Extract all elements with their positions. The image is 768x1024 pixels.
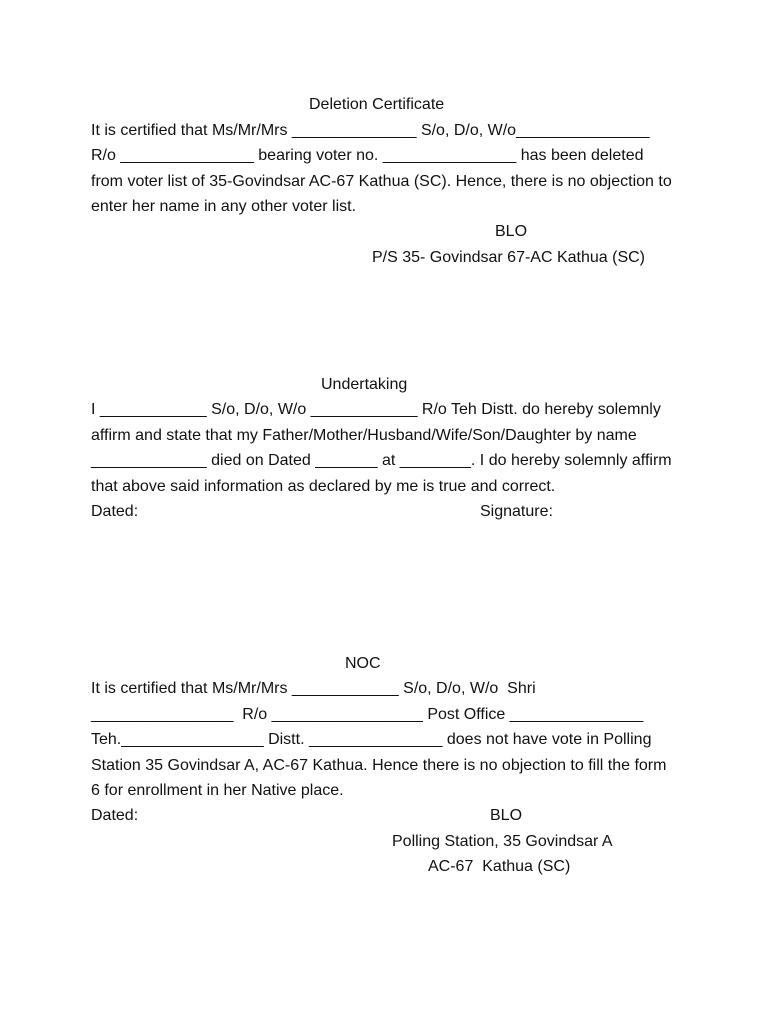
noc-line-2: ________________ R/o _________________ Post Office _______________ xyxy=(91,706,644,723)
undertaking-dated-label: Dated: xyxy=(91,503,139,520)
undertaking-signature-label: Signature: xyxy=(480,503,553,520)
undertaking-line-4: that above said information as declared by me is true and correct. xyxy=(91,478,556,495)
noc-line-1: It is certified that Ms/Mr/Mrs ____________ S/o, D/o, W/o Shri xyxy=(91,680,536,697)
deletion-certificate-line-1: It is certified that Ms/Mr/Mrs ______________ S/o, D/o, W/o_______________ xyxy=(91,122,650,139)
noc-line-4: Station 35 Govindsar A, AC-67 Kathua. Hence there is no objection to fill the form xyxy=(91,757,667,774)
noc-line-5: 6 for enrollment in her Native place. xyxy=(91,782,344,799)
deletion-certificate-signatory: BLO xyxy=(495,223,528,240)
undertaking-line-1: I ____________ S/o, D/o, W/o ____________ R/o Teh Distt. do hereby solemnly xyxy=(91,401,661,418)
deletion-certificate-signatory-office: P/S 35- Govindsar 67-AC Kathua (SC) xyxy=(372,249,646,266)
noc-signatory: BLO xyxy=(490,807,523,824)
noc-line-3: Teh.________________ Distt. _______________ does not have vote in Polling xyxy=(91,731,652,748)
noc-signatory-office-2: AC-67 Kathua (SC) xyxy=(428,858,571,875)
deletion-certificate-line-4: enter her name in any other voter list. xyxy=(91,198,357,215)
deletion-certificate-line-2: R/o _______________ bearing voter no. _______________ has been deleted xyxy=(91,147,644,164)
deletion-certificate-title: Deletion Certificate xyxy=(309,96,445,113)
deletion-certificate-line-3: from voter list of 35-Govindsar AC-67 Kathua (SC). Hence, there is no objection to xyxy=(91,173,672,190)
undertaking-line-2: affirm and state that my Father/Mother/Husband/Wife/Son/Daughter by name xyxy=(91,427,637,444)
noc-title: NOC xyxy=(345,655,381,672)
noc-signatory-office-1: Polling Station, 35 Govindsar A xyxy=(392,833,613,850)
undertaking-title: Undertaking xyxy=(321,376,408,393)
noc-dated-label: Dated: xyxy=(91,807,139,824)
undertaking-line-3: _____________ died on Dated _______ at ________. I do hereby solemnly affirm xyxy=(91,452,672,469)
